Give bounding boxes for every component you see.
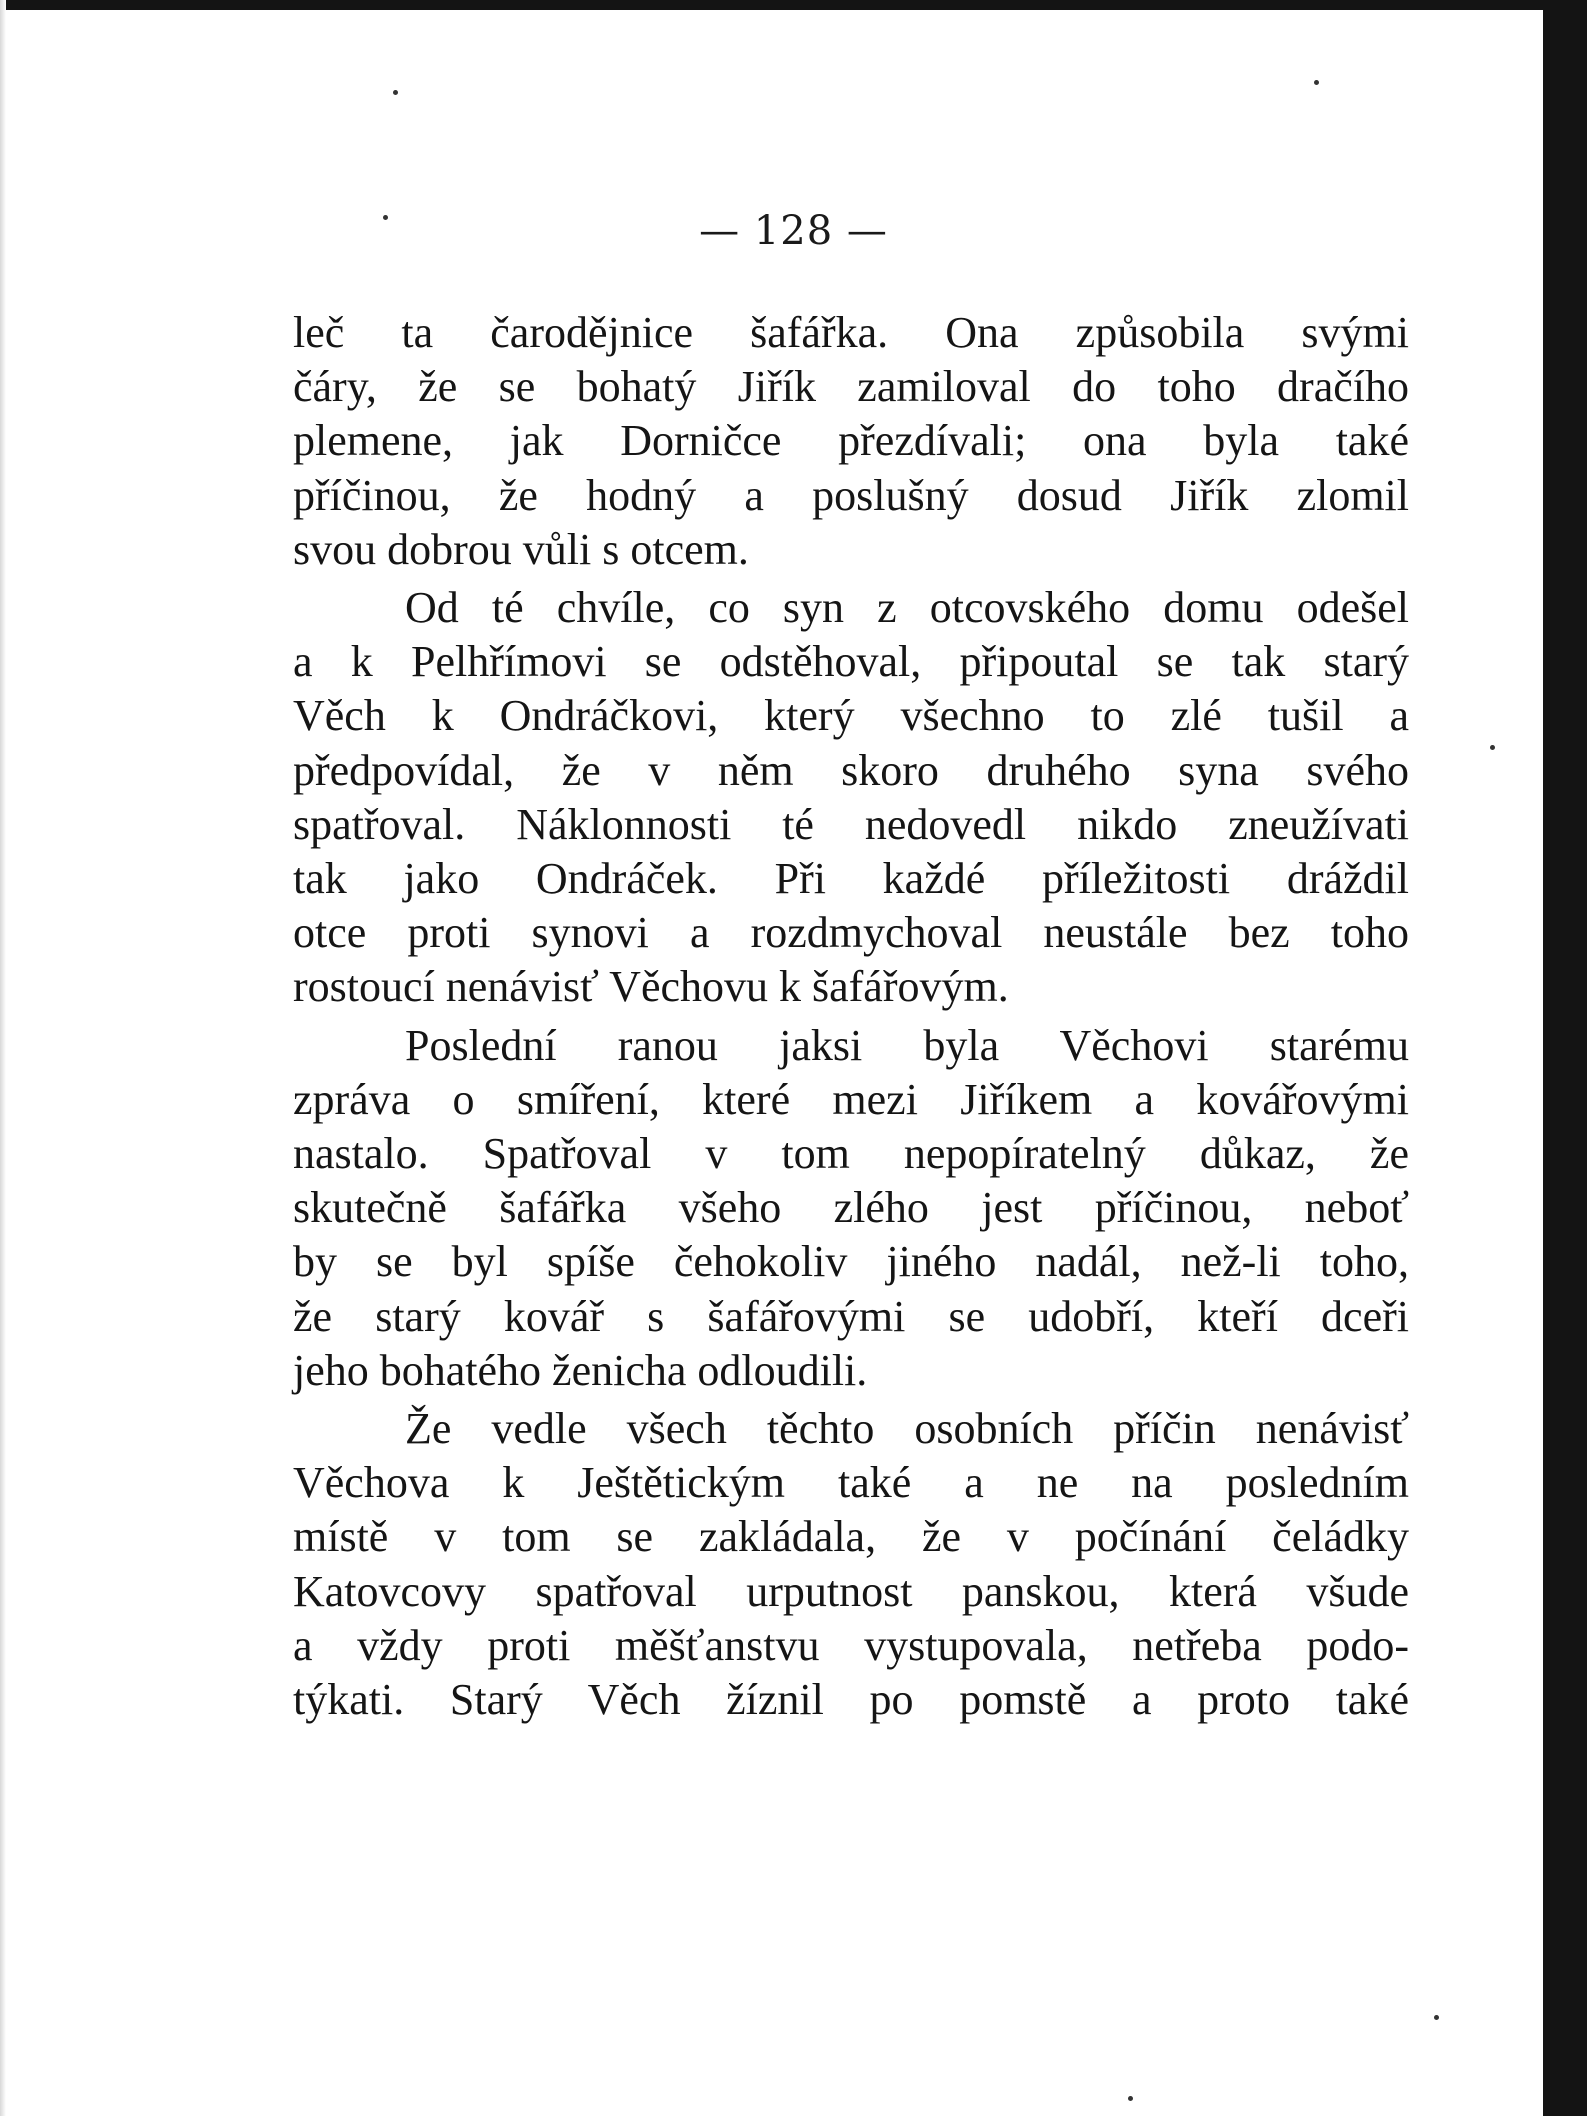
text-line: svou dobrou vůli s otcem. — [293, 524, 749, 574]
scan-edge-shadow — [0, 0, 6, 2116]
text-line: týkati. Starý Věch žíznil po pomstě a proto také — [293, 1675, 1409, 1725]
text-line: zpráva o smíření, které mezi Jiříkem a kovářovými — [293, 1074, 1409, 1124]
scan-border-top — [0, 0, 1587, 10]
text-line: Katovcovy spatřoval urputnost panskou, která všude — [293, 1566, 1409, 1616]
scan-speck — [393, 90, 398, 95]
text-line: a k Pelhřímovi se odstěhoval, připoutal se tak starý — [293, 637, 1409, 687]
text-line: že starý kovář s šafářovými se udobří, kteří dceři — [293, 1291, 1409, 1341]
text-line: rostoucí nenávisť Věchovu k šafářovým. — [293, 962, 1009, 1012]
text-line: předpovídal, že v něm skoro druhého syna svého — [293, 745, 1409, 795]
scan-speck — [1434, 2015, 1439, 2020]
text-line: skutečně šafářka všeho zlého jest příčinou, neboť — [293, 1183, 1409, 1233]
scan-speck — [1314, 80, 1319, 85]
text-line: místě v tom se zakládala, že v počínání čeládky — [293, 1512, 1409, 1562]
scan-speck — [1128, 2096, 1133, 2101]
text-line: otce proti synovi a rozdmychoval neustále bez toho — [293, 908, 1409, 958]
paragraph-2 — [293, 581, 1409, 1015]
text-line: leč ta čarodějnice šafářka. Ona způsobila svými — [293, 308, 1409, 357]
text-line: by se byl spíše čehokoliv jiného nadál, než-li toho, — [293, 1237, 1409, 1287]
text-line: nastalo. Spatřoval v tom nepopíratelný důkaz, že — [293, 1129, 1409, 1179]
text-line: spatřoval. Náklonnosti té nedovedl nikdo zneužívati — [293, 799, 1409, 849]
body-text — [293, 306, 1409, 1731]
scan-speck — [1490, 745, 1495, 750]
text-line: Od té chvíle, co syn z otcovského domu odešel — [405, 583, 1409, 633]
text-line: Věch k Ondráčkovi, který všechno to zlé tušil a — [293, 691, 1409, 741]
text-line: Že vedle všech těchto osobních příčin nenávisť — [405, 1404, 1409, 1454]
page-number: — 128 — — [699, 208, 888, 254]
text-line: Věchova k Ještětickým také a ne na posledním — [293, 1458, 1409, 1508]
paragraph-3 — [293, 1019, 1409, 1398]
paragraph-4 — [293, 1402, 1409, 1727]
text-line: tak jako Ondráček. Při každé příležitosti dráždil — [293, 854, 1409, 904]
text-line: plemene, jak Dorničce přezdívali; ona byla také — [293, 416, 1409, 466]
text-line: čáry, že se bohatý Jiřík zamiloval do toho dračího — [293, 362, 1409, 412]
text-line: jeho bohatého ženicha odloudili. — [293, 1345, 868, 1395]
paragraph-1 — [293, 306, 1409, 577]
text-line: Poslední ranou jaksi byla Věchovi starému — [405, 1020, 1409, 1070]
text-line: příčinou, že hodný a poslušný dosud Jiřík zlomil — [293, 470, 1409, 520]
text-line: a vždy proti měšťanstvu vystupovala, netřeba podo- — [293, 1620, 1409, 1670]
scan-border-right — [1543, 0, 1587, 2116]
